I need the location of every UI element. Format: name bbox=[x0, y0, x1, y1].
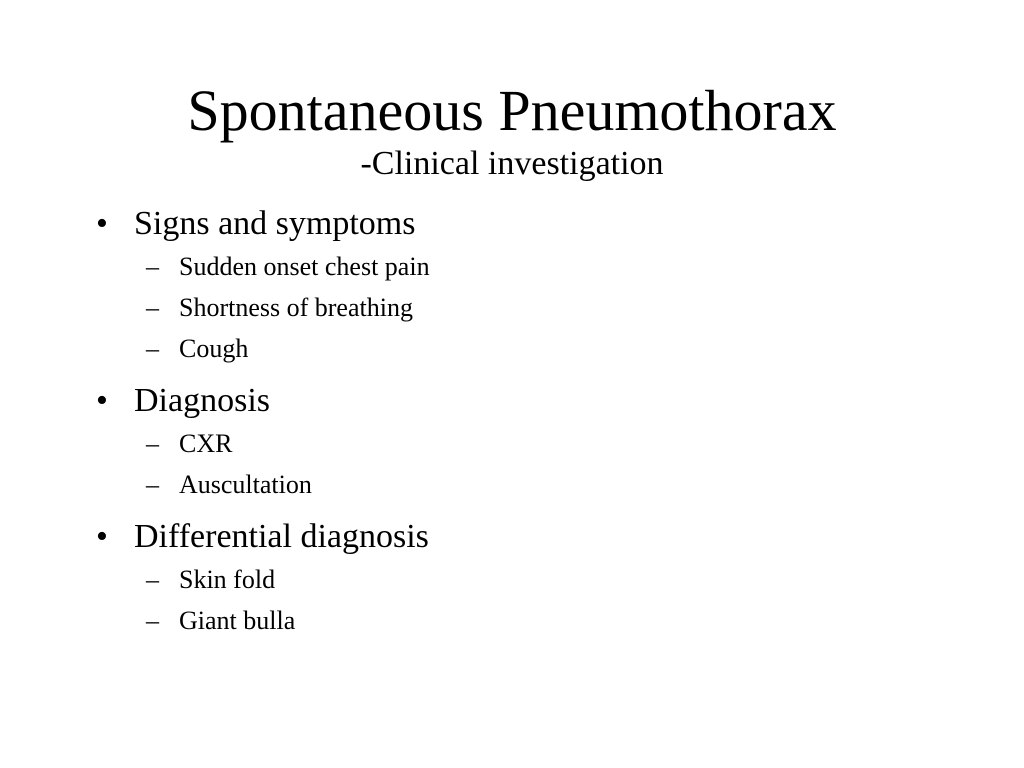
sub-bullet-text: Cough bbox=[179, 334, 249, 363]
sub-bullet-item bbox=[146, 328, 976, 369]
sub-list bbox=[96, 246, 976, 369]
slide-subtitle: -Clinical investigation bbox=[360, 145, 664, 182]
sub-bullet-item bbox=[146, 246, 976, 287]
dash-marker: – bbox=[146, 334, 159, 363]
section-differential-diagnosis bbox=[96, 515, 976, 641]
sub-bullet-text: Giant bulla bbox=[179, 606, 296, 635]
dash-marker: – bbox=[146, 606, 159, 635]
bullet-item bbox=[96, 202, 976, 246]
section-diagnosis bbox=[96, 379, 976, 505]
slide-title: Spontaneous Pneumothorax bbox=[187, 78, 837, 143]
sub-bullet-text: Shortness of breathing bbox=[179, 293, 413, 322]
bullet-item bbox=[96, 379, 976, 423]
bullet-text: Diagnosis bbox=[134, 382, 270, 419]
bullet-marker: • bbox=[96, 518, 108, 555]
dash-marker: – bbox=[146, 470, 159, 499]
bullet-item bbox=[96, 515, 976, 559]
section-signs-and-symptoms bbox=[96, 202, 976, 369]
dash-marker: – bbox=[146, 565, 159, 594]
bullet-text: Signs and symptoms bbox=[134, 205, 416, 242]
bullet-list bbox=[96, 202, 976, 651]
sub-list bbox=[96, 423, 976, 505]
bullet-marker: • bbox=[96, 382, 108, 419]
dash-marker: – bbox=[146, 429, 159, 458]
dash-marker: – bbox=[146, 293, 159, 322]
sub-bullet-text: Auscultation bbox=[179, 470, 312, 499]
sub-bullet-text: Skin fold bbox=[179, 565, 276, 594]
sub-bullet-text: CXR bbox=[179, 429, 233, 458]
sub-list bbox=[96, 559, 976, 641]
sub-bullet-item bbox=[146, 559, 976, 600]
sub-bullet-text: Sudden onset chest pain bbox=[179, 252, 430, 281]
dash-marker: – bbox=[146, 252, 159, 281]
sub-bullet-item bbox=[146, 287, 976, 328]
sub-bullet-item bbox=[146, 600, 976, 641]
sub-bullet-item bbox=[146, 464, 976, 505]
title-block bbox=[0, 78, 1024, 184]
sub-bullet-item bbox=[146, 423, 976, 464]
bullet-text: Differential diagnosis bbox=[134, 518, 429, 555]
bullet-marker: • bbox=[96, 205, 108, 242]
